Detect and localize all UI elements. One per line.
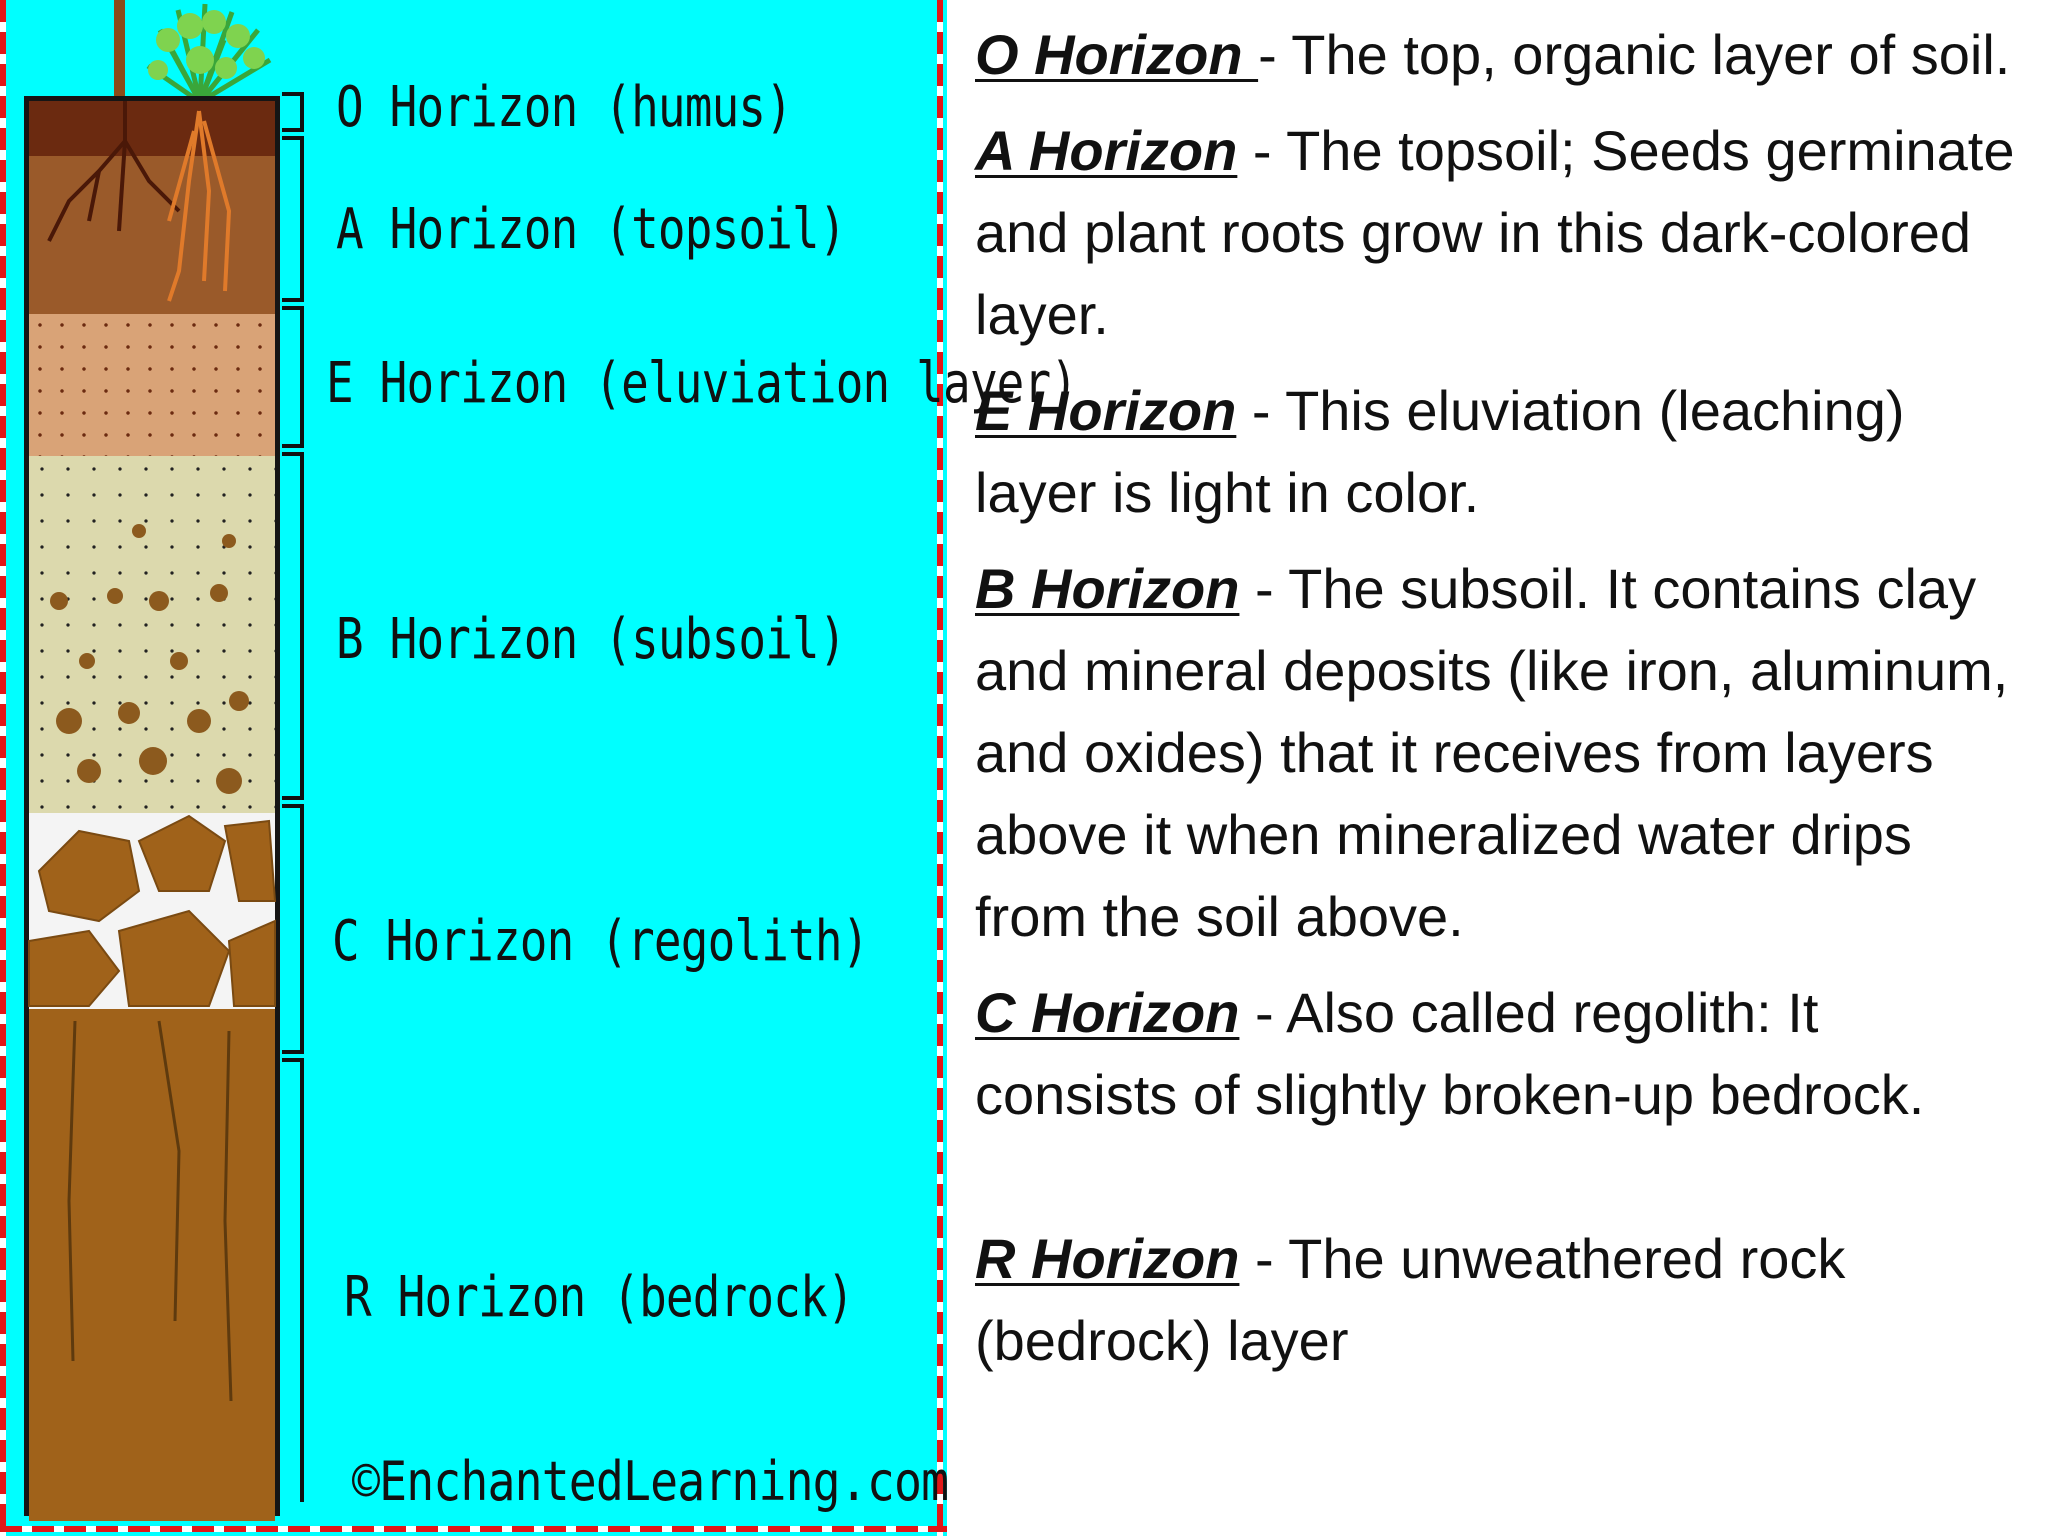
text-o-horizon: - The top, organic layer of soil. — [1258, 23, 2011, 86]
text-r-horizon: - The unweathered rock (bedrock) layer — [975, 1227, 1846, 1372]
text-c-horizon: - Also called regolith: It consists of slightly broken-up bedrock. — [975, 981, 1925, 1126]
description-r-horizon — [975, 1218, 2035, 1382]
term-a-horizon: A Horizon — [975, 119, 1238, 182]
text-b-horizon: - The subsoil. It contains clay and mineral deposits (like iron, aluminum, and oxides) that it receives from layers above it when mineralized water drips from the soil above. — [975, 557, 2009, 948]
description-b-horizon — [975, 548, 2035, 958]
label-e-horizon: E Horizon (eluviation layer) — [326, 351, 1078, 416]
term-c-horizon: C Horizon — [975, 981, 1240, 1044]
description-e-horizon — [975, 370, 2035, 534]
soil-details — [29, 101, 275, 1511]
description-o-horizon — [975, 14, 2035, 96]
text-a-horizon: - The topsoil; Seeds germinate and plant roots grow in this dark-colored layer. — [975, 119, 2015, 346]
label-a-horizon: A Horizon (topsoil) — [336, 197, 846, 262]
text-e-horizon: - This eluviation (leaching) layer is light in color. — [975, 379, 1905, 524]
dashed-border-right — [937, 0, 943, 1536]
description-a-horizon — [975, 110, 2035, 356]
horizon-brackets — [280, 90, 320, 1510]
copyright-credit: ©EnchantedLearning.com — [352, 1450, 949, 1513]
label-r-horizon: R Horizon (bedrock) — [344, 1265, 854, 1330]
description-c-horizon — [975, 972, 2035, 1136]
term-r-horizon: R Horizon — [975, 1227, 1240, 1290]
dashed-border-left — [0, 0, 6, 1536]
term-b-horizon: B Horizon — [975, 557, 1240, 620]
dashed-border-bottom — [0, 1526, 947, 1532]
label-c-horizon: C Horizon (regolith) — [332, 909, 869, 974]
horizon-descriptions — [975, 14, 2035, 1382]
soil-column — [24, 96, 280, 1516]
label-o-horizon: O Horizon (humus) — [336, 75, 793, 140]
term-o-horizon: O Horizon — [975, 23, 1259, 86]
label-b-horizon: B Horizon (subsoil) — [336, 607, 846, 672]
term-e-horizon: E Horizon — [975, 379, 1237, 442]
